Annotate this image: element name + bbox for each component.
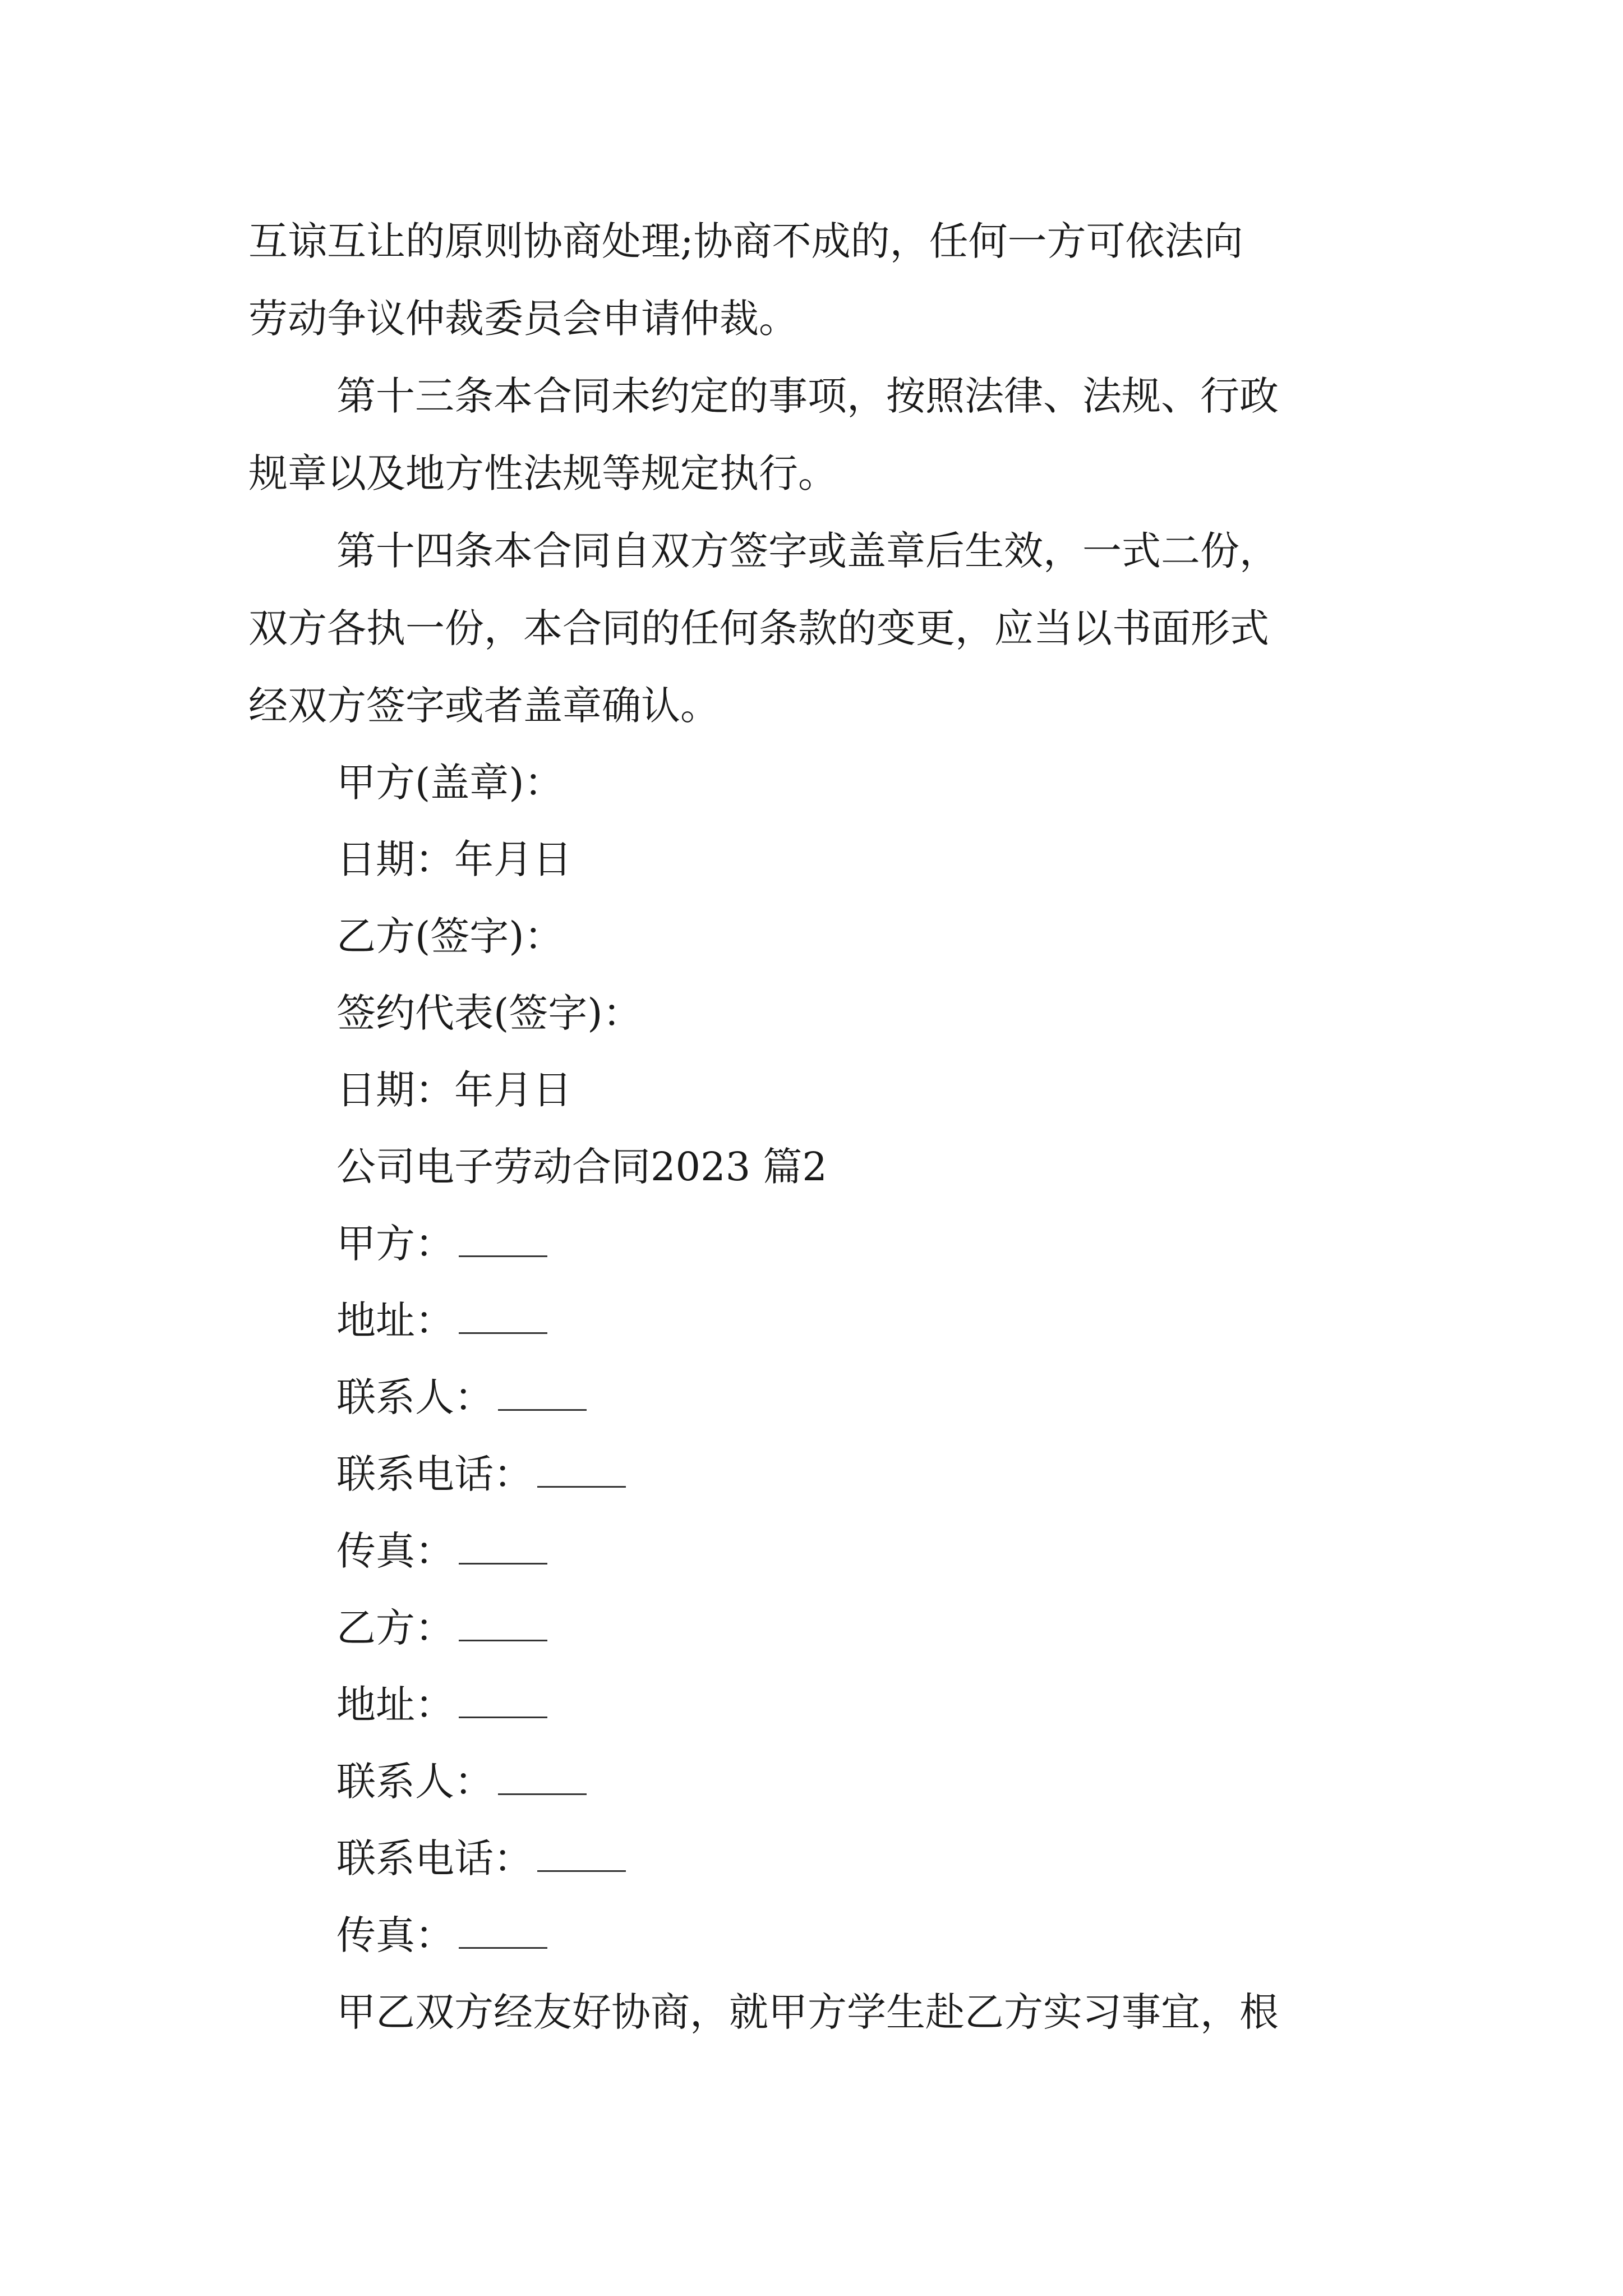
field-label: 联系人： <box>336 1759 494 1805</box>
party-a-fax-field <box>336 1523 547 1579</box>
fill-in-blank <box>537 1835 626 1872</box>
fill-in-blank <box>498 1374 587 1411</box>
field-label: 乙方： <box>336 1605 454 1651</box>
party-b-sign-label: 乙方(签字)： <box>336 913 564 959</box>
paragraph-line: 劳动争议仲裁委员会申请仲裁。 <box>248 296 798 342</box>
party-b-contact-field <box>336 1754 587 1810</box>
fill-in-blank <box>459 1682 547 1718</box>
party-a-contact-field <box>336 1369 587 1425</box>
field-label: 传真： <box>336 1528 454 1574</box>
field-label: 传真： <box>336 1912 454 1958</box>
field-label: 地址： <box>336 1297 454 1343</box>
article-14-line: 双方各执一份，本合同的任何条款的变更，应当以书面形式 <box>248 605 1269 651</box>
fill-in-blank <box>459 1297 547 1334</box>
party-a-address-field <box>336 1292 547 1349</box>
party-b-fax-field <box>336 1907 547 1963</box>
date-label: 日期：年月日 <box>336 836 572 882</box>
party-b-address-field <box>336 1677 547 1733</box>
field-label: 甲方： <box>336 1221 454 1267</box>
field-label: 联系人： <box>336 1374 494 1420</box>
article-14-line: 第十四条本合同自双方签字或盖章后生效，一式二份， <box>336 528 1279 574</box>
field-label: 联系电话： <box>336 1451 533 1497</box>
article-13-line: 规章以及地方性法规等规定执行。 <box>248 450 837 496</box>
party-a-phone-field <box>336 1446 626 1502</box>
party-b-name-field <box>336 1600 547 1656</box>
party-a-name-field <box>336 1216 547 1272</box>
representative-sign-label: 签约代表(签字)： <box>336 990 642 1036</box>
party-b-phone-field <box>336 1830 626 1887</box>
field-label: 联系电话： <box>336 1835 533 1881</box>
section-title: 公司电子劳动合同2023 篇2 <box>336 1144 827 1190</box>
article-14-line: 经双方签字或者盖章确认。 <box>248 683 720 729</box>
party-a-seal-label: 甲方(盖章)： <box>336 760 564 806</box>
fill-in-blank <box>537 1451 626 1488</box>
fill-in-blank <box>459 1221 547 1257</box>
field-label: 地址： <box>336 1682 454 1728</box>
closing-paragraph-line: 甲乙双方经友好协商，就甲方学生赴乙方实习事宜，根 <box>336 1989 1279 2035</box>
date-label: 日期：年月日 <box>336 1067 572 1113</box>
article-13-line: 第十三条本合同未约定的事项，按照法律、法规、行政 <box>336 373 1279 419</box>
fill-in-blank <box>498 1759 587 1795</box>
fill-in-blank <box>459 1912 547 1949</box>
paragraph-line: 互谅互让的原则协商处理;协商不成的，任何一方可依法向 <box>248 218 1243 264</box>
fill-in-blank <box>459 1605 547 1641</box>
fill-in-blank <box>459 1528 547 1565</box>
